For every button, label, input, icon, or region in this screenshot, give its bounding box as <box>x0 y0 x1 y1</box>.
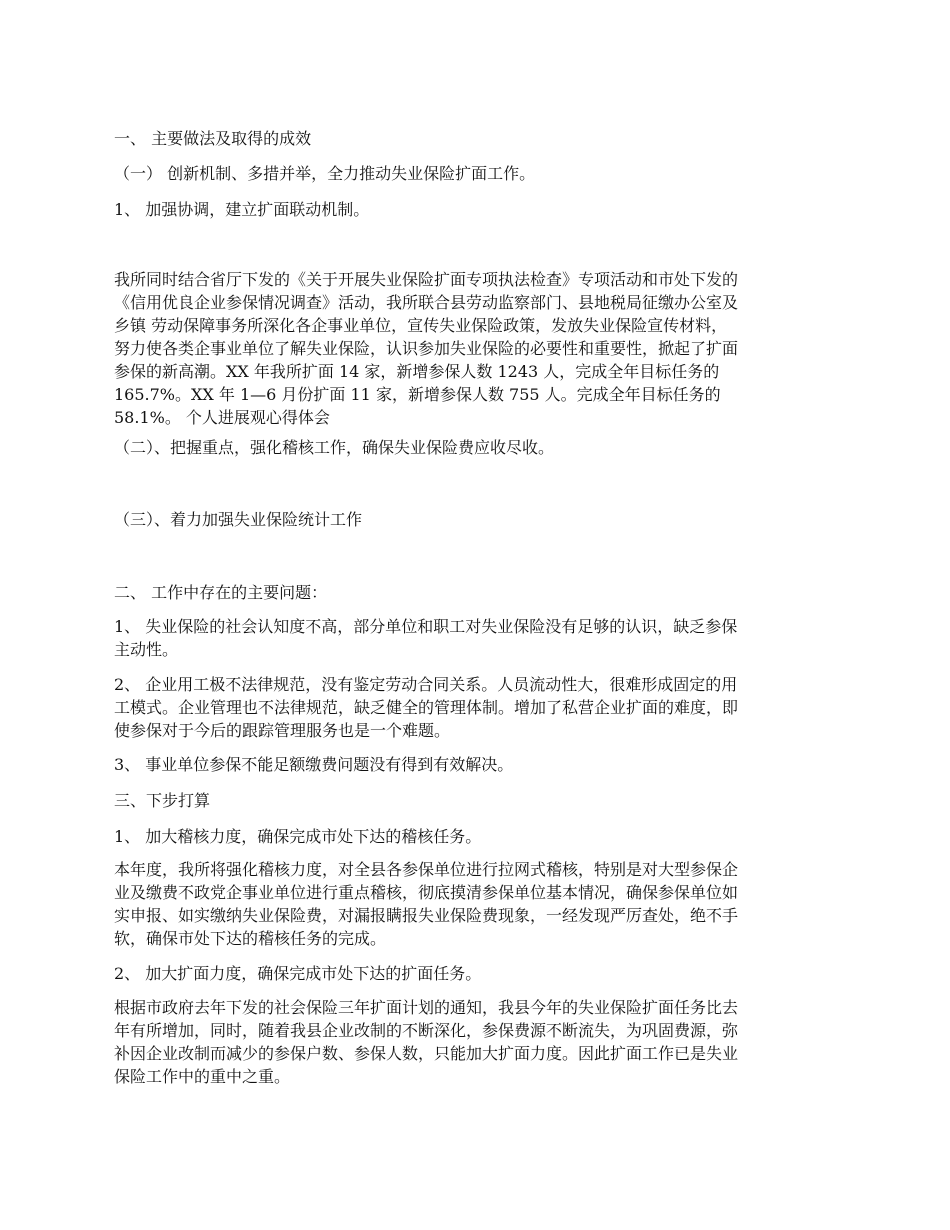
plan-2-paragraph <box>114 996 844 1088</box>
paragraph-line: 业及缴费不政党企事业单位进行重点稽核，彻底摸清参保单位基本情况，确保参保单位如 <box>114 883 739 902</box>
paragraph-line: 实申报、如实缴纳失业保险费，对漏报瞒报失业保险费现象，一经发现严厉查处，绝不手 <box>114 906 739 925</box>
subsection-heading-1: （一） 创新机制、多措并举，全力推动失业保险扩面工作。 <box>114 164 536 183</box>
paragraph-line: 软，确保市处下达的稽核任务的完成。 <box>114 929 387 948</box>
paragraph-line: 主动性。 <box>114 640 179 659</box>
issue-1 <box>114 615 844 661</box>
paragraph-line: 58.1%。 个人进展观心得体会 <box>114 408 330 427</box>
paragraph-line: 2、 企业用工极不法律规范，没有鉴定劳动合同关系。人员流动性大，很难形成固定的用 <box>114 675 738 694</box>
paragraph-line: 1、 失业保险的社会认知度不高，部分单位和职工对失业保险没有足够的认识，缺乏参保 <box>114 617 738 636</box>
subsection-heading-2: （二）、把握重点，强化稽核工作，确保失业保险费应收尽收。 <box>114 438 555 457</box>
paragraph-line: 根据市政府去年下发的社会保险三年扩面计划的通知，我县今年的失业保险扩面任务比去 <box>114 998 739 1017</box>
paragraph-line: 工模式。企业管理也不法律规范，缺乏健全的管理体制。增加了私营企业扩面的难度，即 <box>114 698 739 717</box>
section-heading-2: 二、 工作中存在的主要问题： <box>114 583 328 602</box>
paragraph-line: 我所同时结合省厅下发的《关于开展失业保险扩面专项执法检查》专项活动和市处下发的 <box>114 270 739 289</box>
issue-2 <box>114 673 844 742</box>
section-heading-3: 三、下步打算 <box>114 791 211 810</box>
paragraph-line: 165.7%。XX 年 1—6 月份扩面 11 家，新增参保人数 755 人。完成全年目标任务的 <box>114 385 721 404</box>
paragraph-line: 《信用优良企业参保情况调查》活动，我所联合县劳动监察部门、县地税局征缴办公室及 <box>114 293 739 312</box>
item-heading-1: 1、 加强协调，建立扩面联动机制。 <box>114 200 370 219</box>
paragraph-line: 补因企业改制而减少的参保户数、参保人数，只能加大扩面力度。因此扩面工作已是失业 <box>114 1044 739 1063</box>
issue-3: 3、 事业单位参保不能足额缴费问题没有得到有效解决。 <box>114 755 514 774</box>
paragraph-line: 保险工作中的重中之重。 <box>114 1067 291 1086</box>
paragraph-line: 参保的新高潮。XX 年我所扩面 14 家，新增参保人数 1243 人，完成全年目标任务的 <box>114 362 720 381</box>
plan-1-heading: 1、 加大稽核力度，确保完成市处下达的稽核任务。 <box>114 827 482 846</box>
paragraph-line: 努力使各类企事业单位了解失业保险，认识参加失业保险的必要性和重要性，掀起了扩面 <box>114 339 739 358</box>
paragraph-line: 乡镇 劳动保障事务所深化各企事业单位，宣传失业保险政策，发放失业保险宣传材料， <box>114 316 728 335</box>
paragraph-line: 使参保对于今后的跟踪管理服务也是一个难题。 <box>114 721 451 740</box>
paragraph-line: 本年度，我所将强化稽核力度，对全县各参保单位进行拉网式稽核，特别是对大型参保企 <box>114 860 739 879</box>
section-heading-1: 一、 主要做法及取得的成效 <box>114 129 312 148</box>
paragraph-expansion-results <box>114 268 844 429</box>
plan-1-paragraph <box>114 858 844 950</box>
plan-2-heading: 2、 加大扩面力度，确保完成市处下达的扩面任务。 <box>114 964 482 983</box>
paragraph-line: 年有所增加，同时，随着我县企业改制的不断深化，参保费源不断流失，为巩固费源，弥 <box>114 1021 739 1040</box>
subsection-heading-3: （三）、着力加强失业保险统计工作 <box>114 510 363 529</box>
